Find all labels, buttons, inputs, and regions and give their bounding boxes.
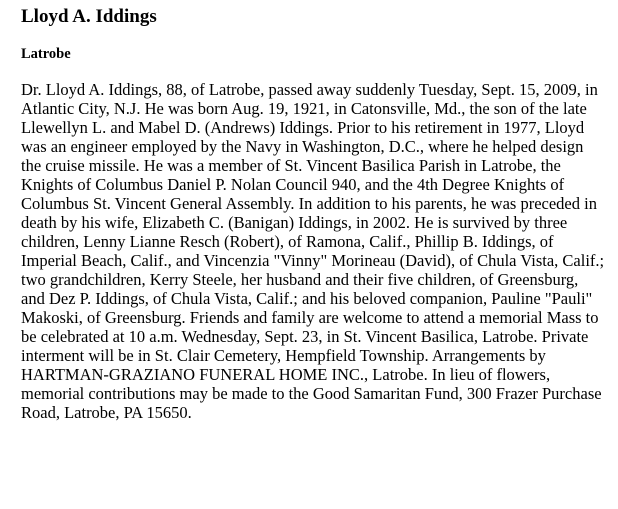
obituary-article <box>21 6 606 422</box>
deceased-name-heading: Lloyd A. Iddings <box>21 6 157 27</box>
location-subheading: Latrobe <box>21 46 71 62</box>
obituary-body-text: Dr. Lloyd A. Iddings, 88, of Latrobe, passed away suddenly Tuesday, Sept. 15, 2009, in Atlantic City, N.J. He was born Aug. 19, 1921, in Catonsville, Md., the son of the late Llewellyn L. and Mabel D. (Andrews) Iddings. Prior to his retirement in 1977, Lloyd was an engineer employed by the Navy in Washington, D.C., where he helped design the cruise missile. He was a member of St. Vincent Basilica Parish in Latrobe, the Knights of Columbus Daniel P. Nolan Council 940, and the 4th Degree Knights of Columbus St. Vincent General Assembly. In addition to his parents, he was preceded in death by his wife, Elizabeth C. (Banigan) Iddings, in 2002. He is survived by three children, Lenny Lianne Resch (Robert), of Ramona, Calif., Phillip B. Iddings, of Imperial Beach, Calif., and Vincenzia "Vinny" Morineau (David), of Chula Vista, Calif.; two grandchildren, Kerry Steele, her husband and their five children, of Greensburg, and Dez P. Iddings, of Chula Vista, Calif.; and his beloved companion, Pauline "Pauli" Makoski, of Greensburg. Friends and family are welcome to attend a memorial Mass to be celebrated at 10 a.m. Wednesday, Sept. 23, in St. Vincent Basilica, Latrobe. Private interment will be in St. Clair Cemetery, Hempfield Township. Arrangements by HARTMAN-GRAZIANO FUNERAL HOME INC., Latrobe. In lieu of flowers, memorial contributions may be made to the Good Samaritan Fund, 300 Frazer Purchase Road, Latrobe, PA 15650. <box>21 80 605 422</box>
